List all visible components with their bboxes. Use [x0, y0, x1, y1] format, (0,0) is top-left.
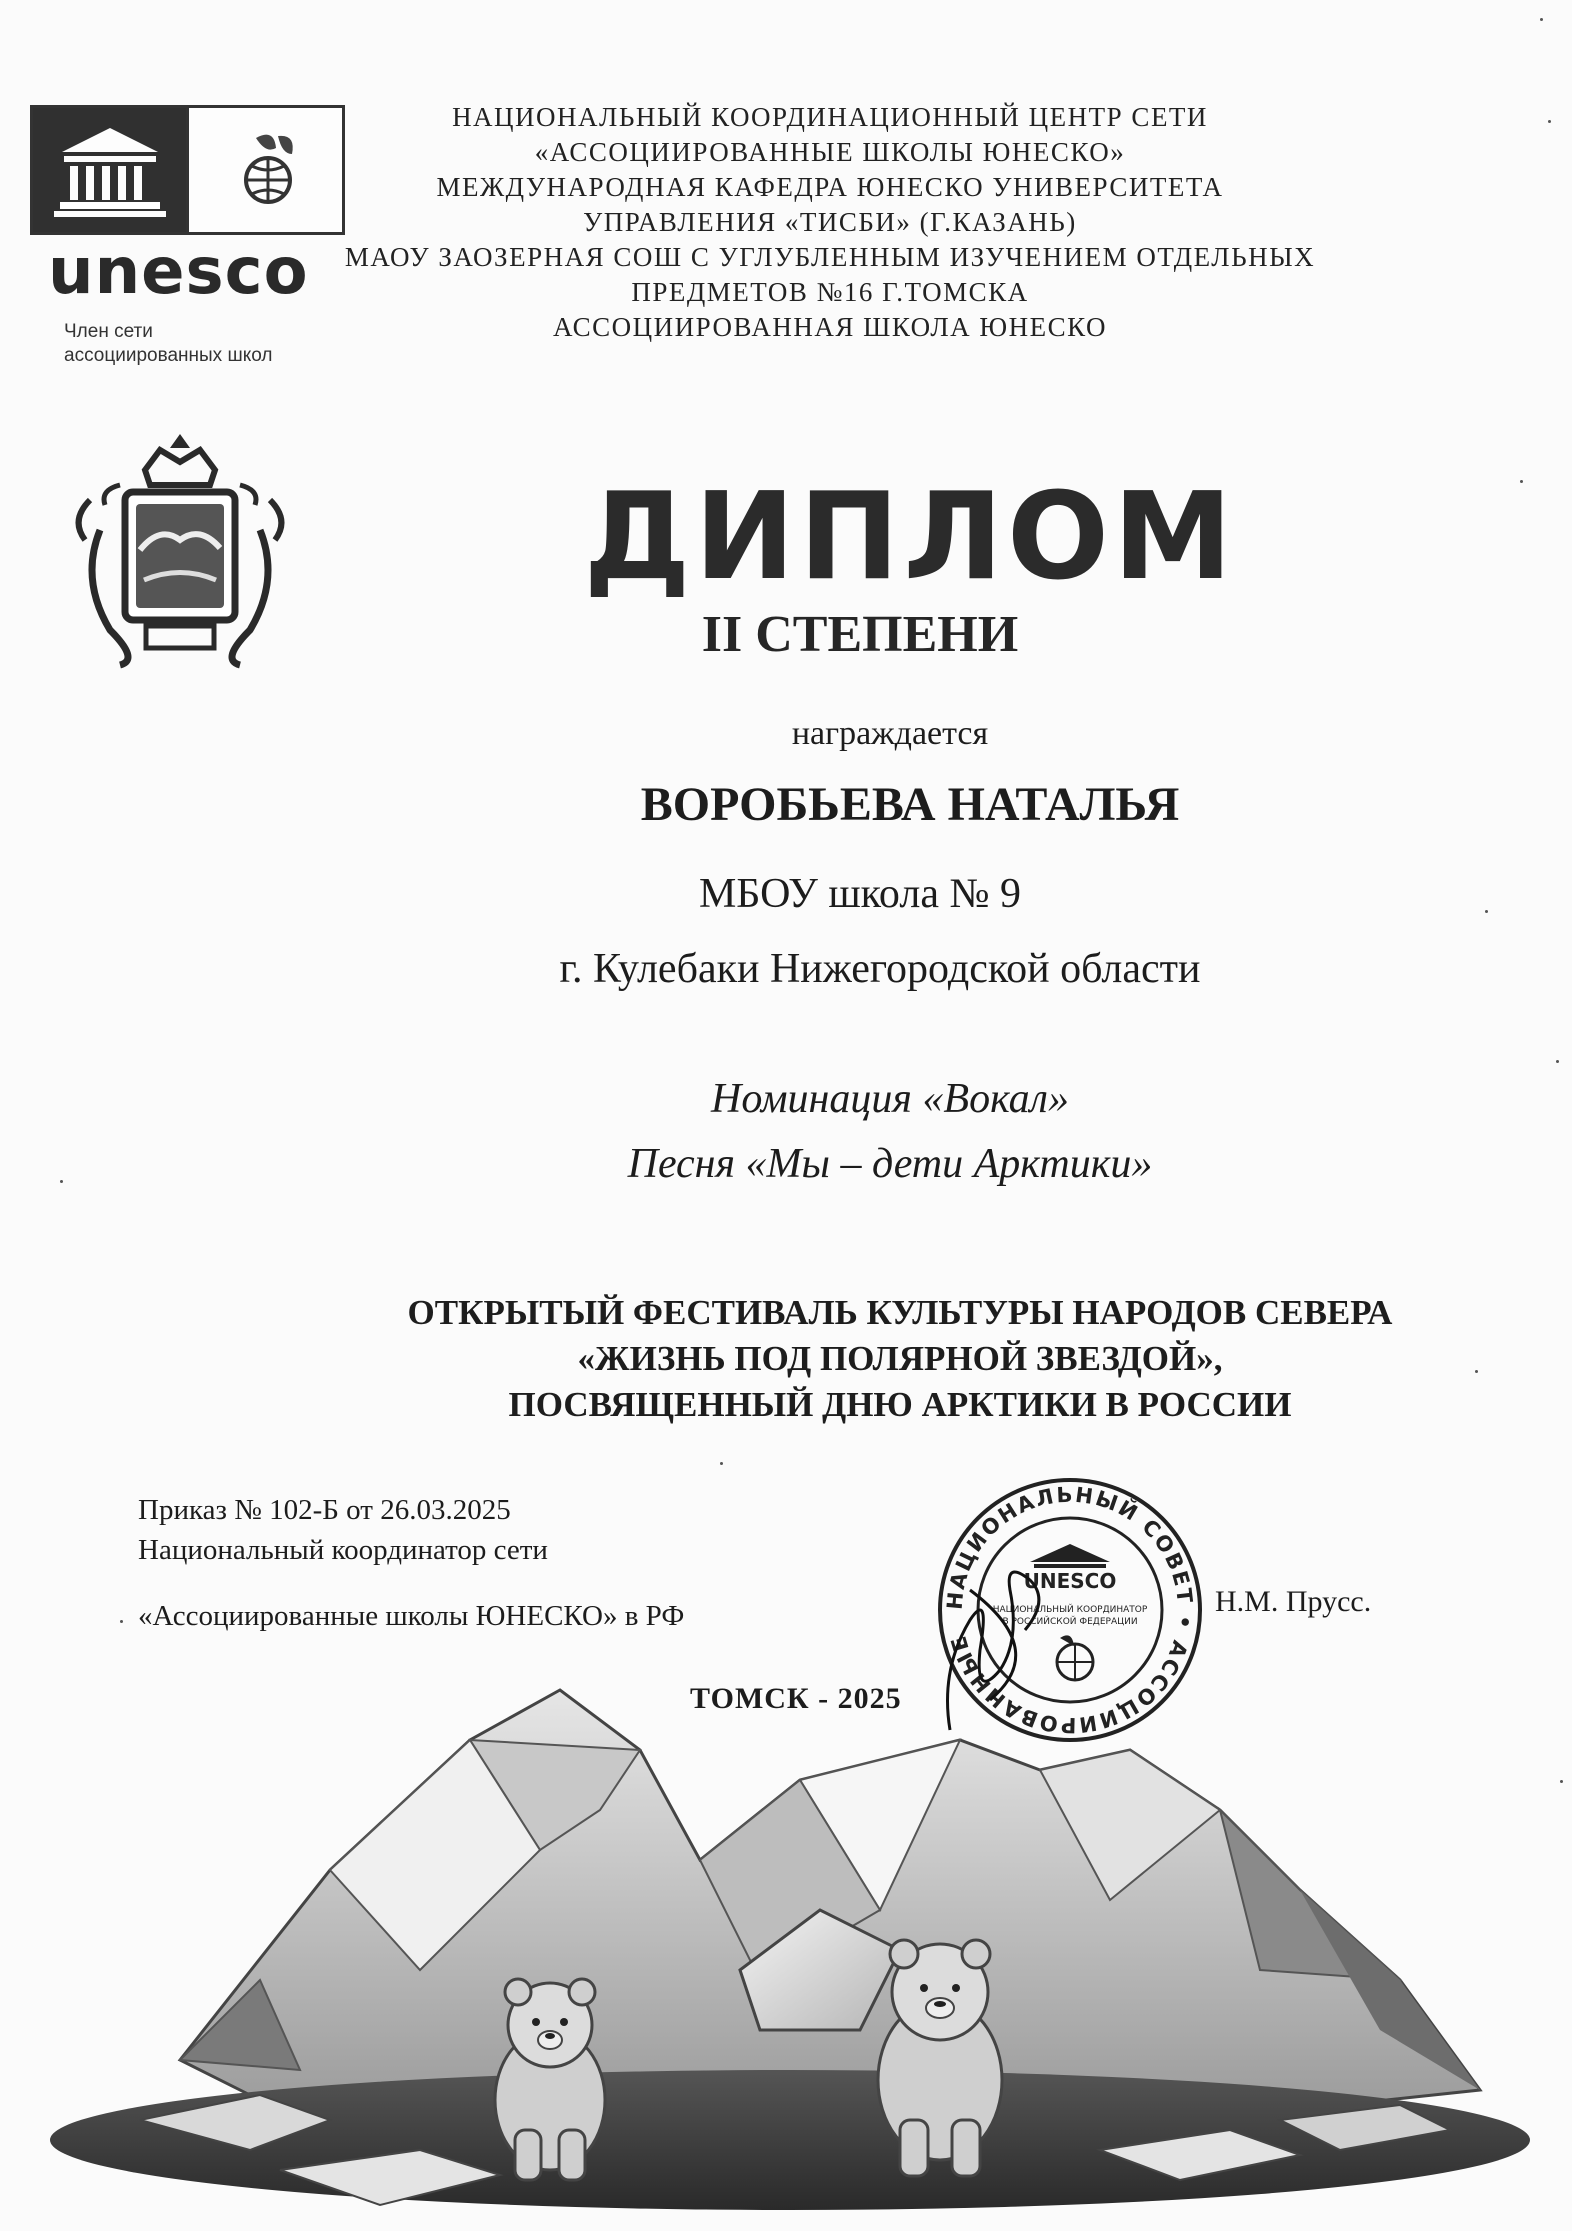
festival-line: ОТКРЫТЫЙ ФЕСТИВАЛЬ КУЛЬТУРЫ НАРОДОВ СЕВЕРА	[407, 1293, 1393, 1332]
stamp-center-line: В РОССИЙСКОЙ ФЕДЕРАЦИИ	[1002, 1617, 1138, 1627]
iceberg-shape	[180, 1690, 1480, 2120]
stamp-center-line: НАЦИОНАЛЬНЫЙ КООРДИНАТОР	[992, 1605, 1148, 1615]
header-line: МЕЖДУНАРОДНАЯ КАФЕДРА ЮНЕСКО УНИВЕРСИТЕТА	[436, 172, 1224, 202]
header-line: ПРЕДМЕТОВ №16 Г.ТОМСКА	[631, 277, 1029, 307]
scan-speck	[1520, 480, 1523, 483]
coat-of-arms-icon	[60, 430, 300, 680]
scan-speck	[1540, 18, 1543, 21]
festival-line: «ЖИЗНЬ ПОД ПОЛЯРНОЙ ЗВЕЗДОЙ»,	[577, 1339, 1223, 1378]
scan-speck	[1560, 1780, 1563, 1783]
header-line: НАЦИОНАЛЬНЫЙ КООРДИНАЦИОННЫЙ ЦЕНТР СЕТИ	[452, 102, 1208, 132]
diploma-degree: II СТЕПЕНИ	[701, 606, 1019, 663]
header-line: МАОУ ЗАОЗЕРНАЯ СОШ С УГЛУБЛЕННЫМ ИЗУЧЕНИЕМ ОТДЕЛЬНЫХ	[344, 242, 1316, 272]
arctic-illustration	[0, 1650, 1572, 2231]
official-stamp	[930, 1470, 1210, 1750]
stamp-ring-text: НАЦИОНАЛЬНЫЙ СОВЕТ • АССОЦИИРОВАННЫЕ	[942, 1482, 1198, 1738]
place-year: ТОМСК - 2025	[690, 1682, 902, 1715]
order-block	[138, 1490, 684, 1636]
stamp-temple-icon	[1030, 1544, 1110, 1568]
song-title: Песня «Мы – дети Арктики»	[627, 1141, 1153, 1187]
coordinator-line: «Ассоциированные школы ЮНЕСКО» в РФ	[138, 1600, 685, 1632]
scan-speck	[120, 1620, 123, 1623]
order-number: Приказ № 102-Б от 26.03.2025	[138, 1494, 511, 1526]
scan-speck	[1485, 910, 1488, 913]
school-city: г. Кулебаки Нижегородской области	[559, 946, 1201, 992]
unesco-wordmark: unesco	[48, 235, 309, 309]
awarded-text: награждается	[791, 715, 989, 752]
header-line: УПРАВЛЕНИЯ «ТИСБИ» (Г.КАЗАНЬ)	[583, 207, 1077, 237]
coordinator-line: Национальный координатор сети	[138, 1534, 548, 1566]
school-name: МБОУ школа № 9	[698, 871, 1022, 917]
scan-speck	[1475, 1370, 1478, 1373]
recipient-name: ВОРОБЬЕВА НАТАЛЬЯ	[640, 778, 1180, 831]
organizers-header	[344, 100, 1535, 345]
nomination-text: Номинация «Вокал»	[711, 1076, 1069, 1122]
diploma-title: ДИПЛОМ	[583, 468, 1237, 607]
header-line: АССОЦИИРОВАННАЯ ШКОЛА ЮНЕСКО	[553, 312, 1107, 342]
stamp-globe-icon	[1057, 1635, 1093, 1680]
unesco-member-text: Член сети ассоциированных школ	[64, 321, 273, 366]
polar-bear-icon	[495, 1979, 605, 2180]
scan-speck	[60, 1180, 63, 1183]
signer-name: Н.М. Прусс.	[1215, 1585, 1372, 1618]
scan-speck	[1556, 1060, 1559, 1063]
header-line: «АССОЦИИРОВАННЫЕ ШКОЛЫ ЮНЕСКО»	[534, 137, 1126, 167]
scan-speck	[1548, 120, 1551, 123]
stamp-center-word: UNESCO	[1023, 1569, 1117, 1593]
scan-speck	[720, 1462, 723, 1465]
svg-text:НАЦИОНАЛЬНЫЙ СОВЕТ • АССОЦИИРО	[930, 1470, 1197, 1737]
festival-title	[290, 1290, 1510, 1428]
festival-line: ПОСВЯЩЕННЫЙ ДНЮ АРКТИКИ В РОССИИ	[508, 1385, 1292, 1424]
